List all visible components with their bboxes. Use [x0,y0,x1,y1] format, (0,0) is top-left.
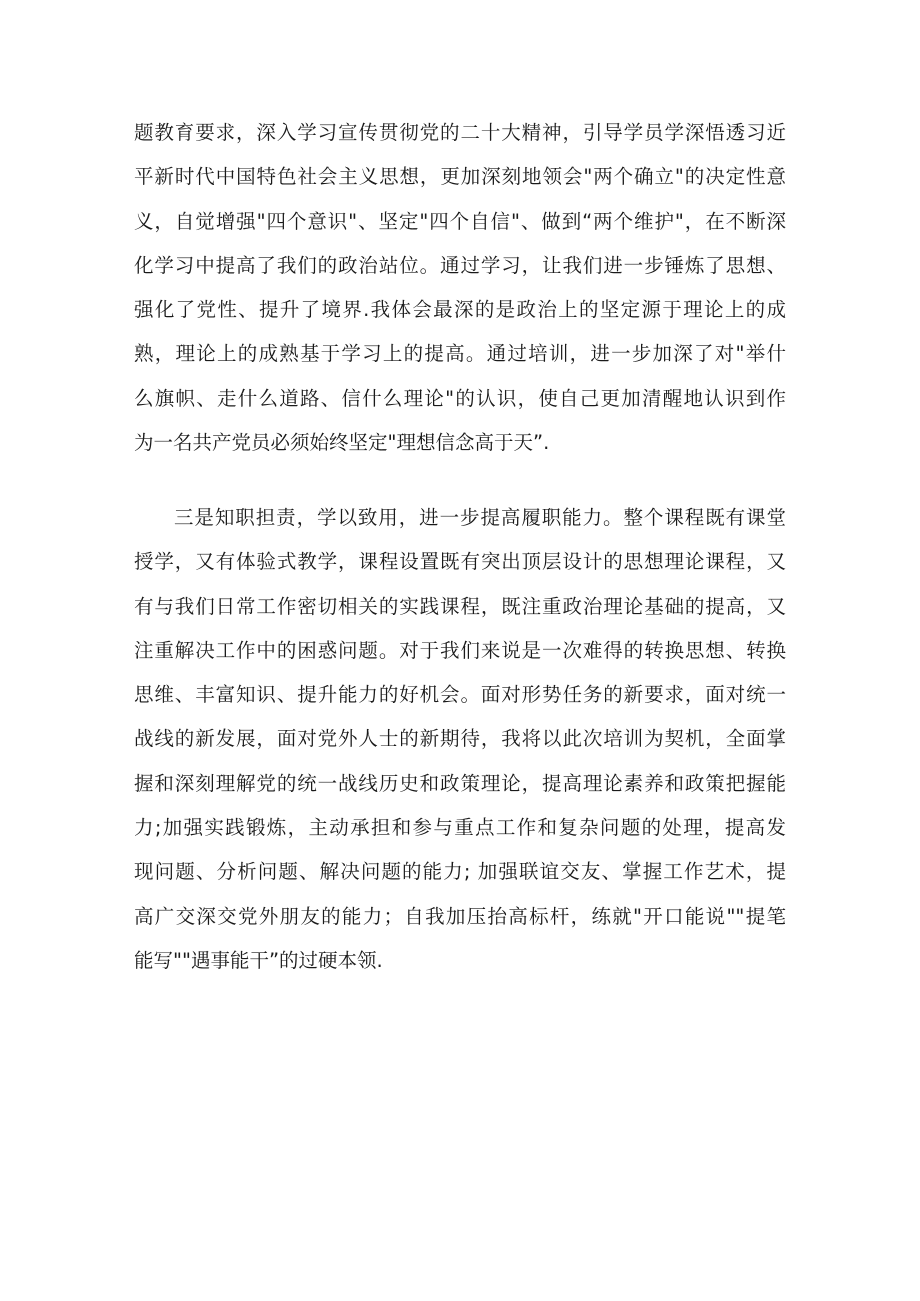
text-line: 握和深刻理解党的统一战线历史和政策理论，提高理论素养和政策把握能 [134,771,786,795]
text-line: 能写""遇事能干”的过硬本领. [134,948,383,972]
text-line: 授学，又有体验式教学，课程设置既有突出顶层设计的思想理论课程，又 [134,550,786,574]
text-line: 注重解决工作中的困惑问题。对于我们来说是一次难得的转换思想、转换 [134,638,786,662]
text-line: 平新时代中国特色社会主义思想，更加深刻地领会"两个确立"的决定性意 [134,165,786,189]
text-line: 义，自觉增强"四个意识"、坚定"四个自信"、做到“两个维护"，在不断深 [134,209,786,233]
text-line: 么旗帜、走什么道路、信什么理论"的认识，使自己更加清醒地认识到作 [134,386,786,410]
text-line: 高广交深交党外朋友的能力；自我加压抬高标杆，练就"开口能说""提笔 [134,904,786,928]
text-line: 思维、丰富知识、提升能力的好机会。面对形势任务的新要求，面对统一 [134,683,786,707]
text-line: 三是知职担责，学以致用，进一步提高履职能力。整个课程既有课堂 [174,506,786,529]
text-line: 有与我们日常工作密切相关的实践课程，既注重政治理论基础的提高，又 [134,594,786,618]
text-line: 熟，理论上的成熟基于学习上的提高。通过培训，进一步加深了对"举什 [134,342,786,366]
text-line: 为一名共产党员必须始终坚定"理想信念高于天”. [134,431,550,455]
text-line: 题教育要求，深入学习宣传贯彻党的二十大精神，引导学员学深悟透习近 [134,121,786,144]
text-line: 现问题、分析问题、解决问题的能力; 加强联谊交友、掌握工作艺术，提 [134,860,786,884]
text-line: 力;加强实践锻炼，主动承担和参与重点工作和复杂问题的处理，提高发 [134,816,786,840]
text-line: 强化了党性、提升了境界.我体会最深的是政治上的坚定源于理论上的成 [134,298,786,322]
paragraph-2 [134,496,786,983]
text-line: 战线的新发展，面对党外人士的新期待，我将以此次培训为契机，全面掌 [134,727,786,751]
text-line: 化学习中提高了我们的政治站位。通过学习，让我们进一步锤炼了思想、 [134,253,786,277]
paragraph-1 [134,111,786,465]
